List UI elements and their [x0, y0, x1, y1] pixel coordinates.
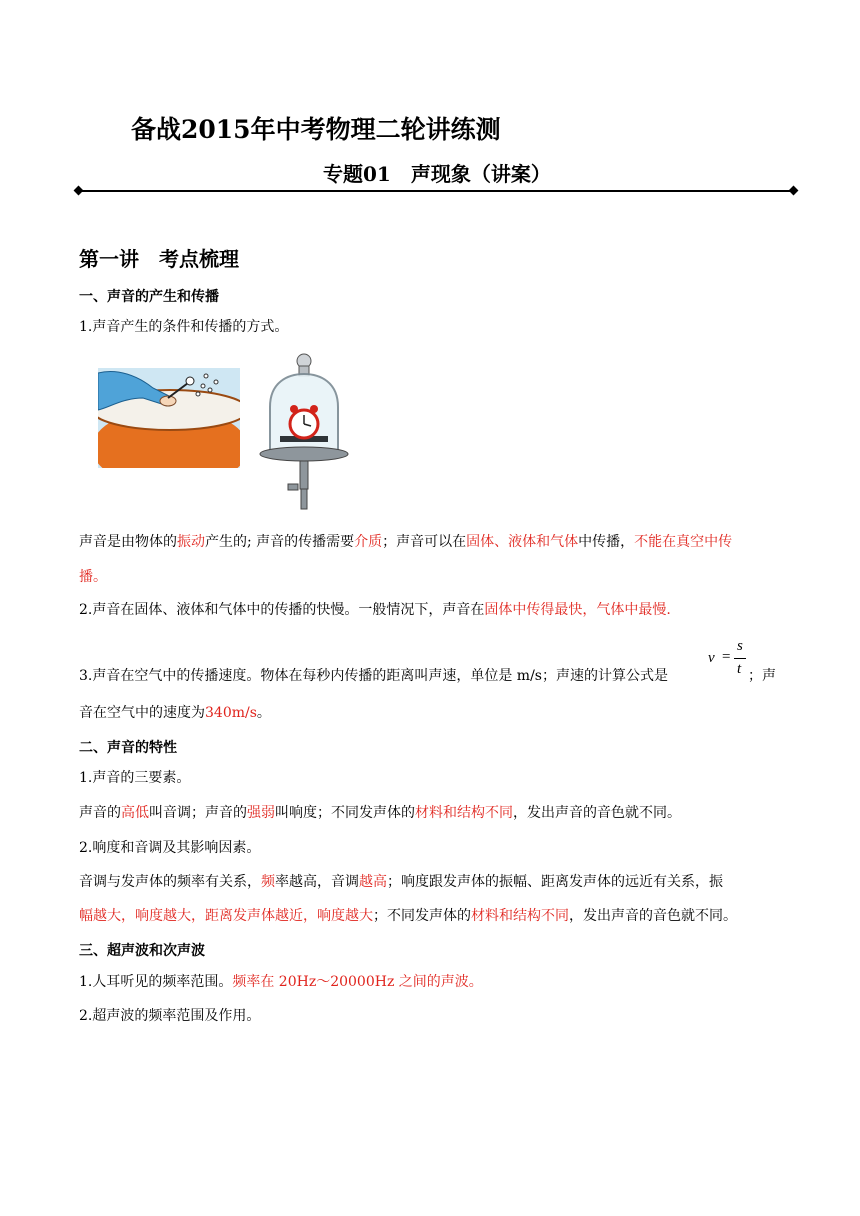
section2-item2: 2.响度和音调及其影响因素。 [79, 840, 261, 856]
section1-item3-line2 [79, 703, 271, 723]
section3-item1 [79, 972, 483, 992]
text: ；声音可以在 [382, 534, 467, 550]
highlight: 材料和结构不同 [415, 805, 513, 821]
section1-item3-tail: ；声 [748, 668, 776, 684]
text: 音在空气中的速度为 [79, 705, 205, 721]
highlight: 340m/s [205, 705, 257, 721]
text: ，发出声音的音色就不同。 [569, 908, 737, 924]
text: 声音的 [79, 805, 121, 821]
text: 率越高，音调 [275, 874, 359, 890]
text: 声音是由物体的 [79, 534, 177, 550]
text: 中传播， [578, 534, 635, 550]
bell-jar-illustration [258, 352, 350, 512]
highlight: 介质 [354, 534, 383, 550]
document-subtitle: 专题01 声现象（讲案） [323, 162, 551, 186]
text: 。 [256, 705, 271, 721]
formula-equals: = [722, 649, 731, 665]
highlight: 频率在 20Hz～20000Hz 之间的声波。 [232, 974, 483, 990]
formula-v: v [708, 650, 715, 666]
text: 产生的; 声音的传播需要 [205, 534, 355, 550]
section2-para2-line1 [79, 872, 723, 892]
speed-formula [706, 640, 750, 680]
highlight: 振动 [177, 534, 205, 550]
rule-left-diamond [74, 186, 84, 196]
section2-para1 [79, 803, 681, 823]
text: 2.声音在固体、液体和气体中的传播的快慢。一般情况下，声音在 [79, 602, 485, 618]
highlight: 幅越大，响度越大，距离发声体越近，响度越大 [79, 908, 373, 924]
highlight: 不能在真空中传 [634, 534, 733, 550]
text: 叫音调；声音的 [149, 805, 247, 821]
highlight: 越高 [359, 874, 387, 890]
highlight: 频 [261, 874, 275, 890]
section3-item2: 2.超声波的频率范围及作用。 [79, 1008, 261, 1024]
section2-heading: 二、声音的特性 [79, 740, 177, 756]
formula-s: s [737, 638, 743, 654]
highlight: 高低 [121, 805, 149, 821]
section1-item3-line1 [79, 666, 668, 686]
text: ，发出声音的音色就不同。 [513, 805, 681, 821]
text: 1.人耳听见的频率范围。 [79, 974, 233, 990]
section1-item2 [79, 600, 671, 620]
rule-right-diamond [789, 186, 799, 196]
section2-para2-line2 [79, 906, 737, 926]
section2-item1: 1.声音的三要素。 [79, 770, 191, 786]
formula-t: t [737, 661, 742, 677]
section3-heading: 三、超声波和次声波 [79, 943, 205, 959]
highlight: 固体、液体和气体 [466, 534, 579, 550]
header-rule [78, 190, 794, 192]
section1-item1: 1.声音产生的条件和传播的方式。 [79, 319, 289, 335]
highlight: 材料和结构不同 [471, 908, 569, 924]
document-title: 备战2015年中考物理二轮讲练测 [131, 115, 501, 144]
highlight: 固体中传得最快，气体中最慢. [484, 602, 671, 618]
text: 叫响度；不同发声体的 [275, 805, 415, 821]
section1-para1-line1 [79, 532, 732, 552]
text: 音调与发声体的频率有关系， [79, 874, 261, 890]
text: ；不同发声体的 [373, 908, 471, 924]
text: ；响度跟发声体的振幅、距离发声体的远近有关系，振 [387, 874, 723, 890]
text: 3.声音在空气中的传播速度。物体在每秒内传播的距离叫声速，单位是 m/s；声速的计算公式是 [79, 668, 668, 684]
fraction-bar [734, 658, 746, 659]
highlight: 强弱 [247, 805, 275, 821]
section1-para1-line2: 播。 [79, 569, 107, 585]
lecture-heading: 第一讲 考点梳理 [79, 247, 239, 271]
section1-heading: 一、声音的产生和传播 [79, 289, 219, 305]
drum-illustration [98, 368, 240, 468]
